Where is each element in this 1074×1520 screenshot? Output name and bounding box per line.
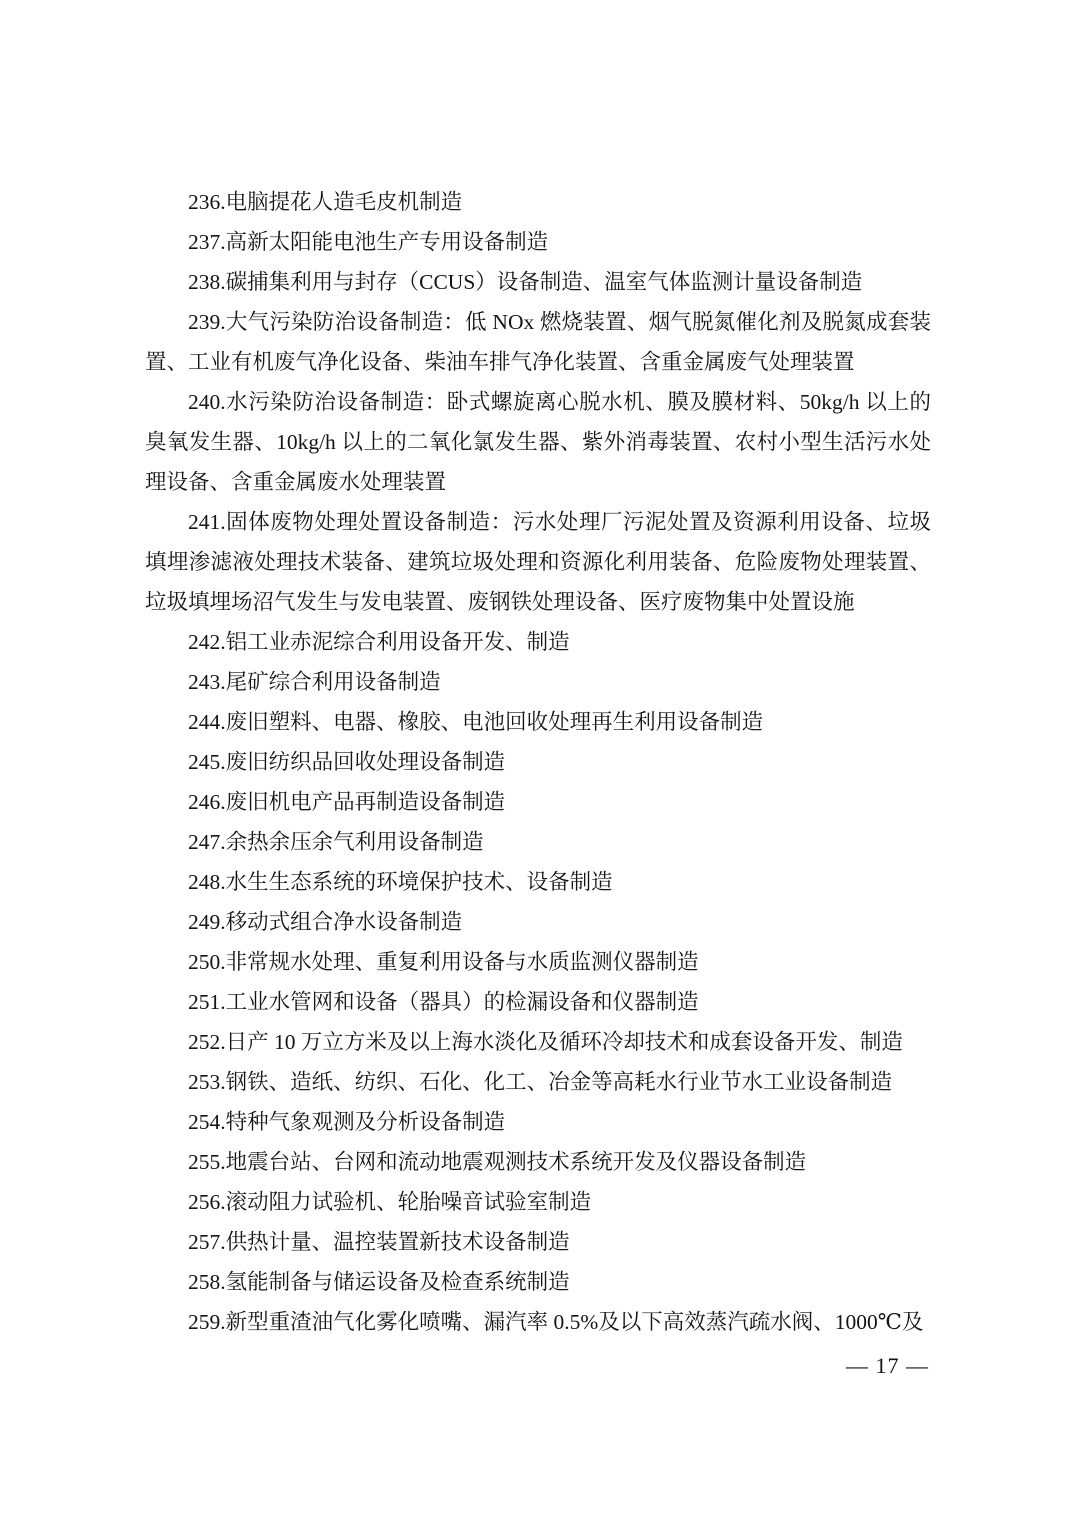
list-item: 255.地震台站、台网和流动地震观测技术系统开发及仪器设备制造 — [188, 1150, 807, 1174]
list-item: 251.工业水管网和设备（器具）的检漏设备和仪器制造 — [188, 990, 699, 1014]
list-item: 252.日产 10 万立方米及以上海水淡化及循环冷却技术和成套设备开发、制造 — [188, 1030, 903, 1054]
list-item: 240.水污染防治设备制造：卧式螺旋离心脱水机、膜及膜材料、50kg/h 以上的臭氧发生器、10kg/h 以上的二氧化氯发生器、紫外消毒装置、农村小型生活污水处理设备、含重金属废水处理装置 — [145, 390, 931, 494]
list-item: 242.铝工业赤泥综合利用设备开发、制造 — [188, 630, 570, 654]
list-item: 259.新型重渣油气化雾化喷嘴、漏汽率 0.5%及以下高效蒸汽疏水阀、1000℃及 — [188, 1310, 924, 1334]
list-item: 236.电脑提花人造毛皮机制造 — [188, 190, 463, 214]
list-item: 238.碳捕集利用与封存（CCUS）设备制造、温室气体监测计量设备制造 — [188, 270, 863, 294]
list-item: 248.水生生态系统的环境保护技术、设备制造 — [188, 870, 613, 894]
list-item: 253.钢铁、造纸、纺织、石化、化工、冶金等高耗水行业节水工业设备制造 — [188, 1070, 893, 1094]
list-item: 244.废旧塑料、电器、橡胶、电池回收处理再生利用设备制造 — [188, 710, 764, 734]
list-item: 243.尾矿综合利用设备制造 — [188, 670, 441, 694]
list-item: 256.滚动阻力试验机、轮胎噪音试验室制造 — [188, 1190, 592, 1214]
numbered-list-section — [145, 182, 931, 1342]
list-item: 257.供热计量、温控装置新技术设备制造 — [188, 1230, 570, 1254]
list-item: 245.废旧纺织品回收处理设备制造 — [188, 750, 506, 774]
list-item: 237.高新太阳能电池生产专用设备制造 — [188, 230, 549, 254]
list-item: 250.非常规水处理、重复利用设备与水质监测仪器制造 — [188, 950, 699, 974]
list-item: 246.废旧机电产品再制造设备制造 — [188, 790, 506, 814]
list-item: 249.移动式组合净水设备制造 — [188, 910, 463, 934]
page-number: — 17 — — [846, 1353, 929, 1378]
list-item: 241.固体废物处理处置设备制造：污水处理厂污泥处置及资源利用设备、垃圾填埋渗滤液处理技术装备、建筑垃圾处理和资源化利用装备、危险废物处理装置、垃圾填埋场沼气发生与发电装置、废钢铁处理设备、医疗废物集中处置设施 — [145, 510, 931, 614]
list-item: 254.特种气象观测及分析设备制造 — [188, 1110, 506, 1134]
list-item: 239.大气污染防治设备制造：低 NOx 燃烧装置、烟气脱氮催化剂及脱氮成套装置、工业有机废气净化设备、柴油车排气净化装置、含重金属废气处理装置 — [145, 310, 931, 374]
list-item: 258.氢能制备与储运设备及检查系统制造 — [188, 1270, 570, 1294]
list-item: 247.余热余压余气利用设备制造 — [188, 830, 484, 854]
